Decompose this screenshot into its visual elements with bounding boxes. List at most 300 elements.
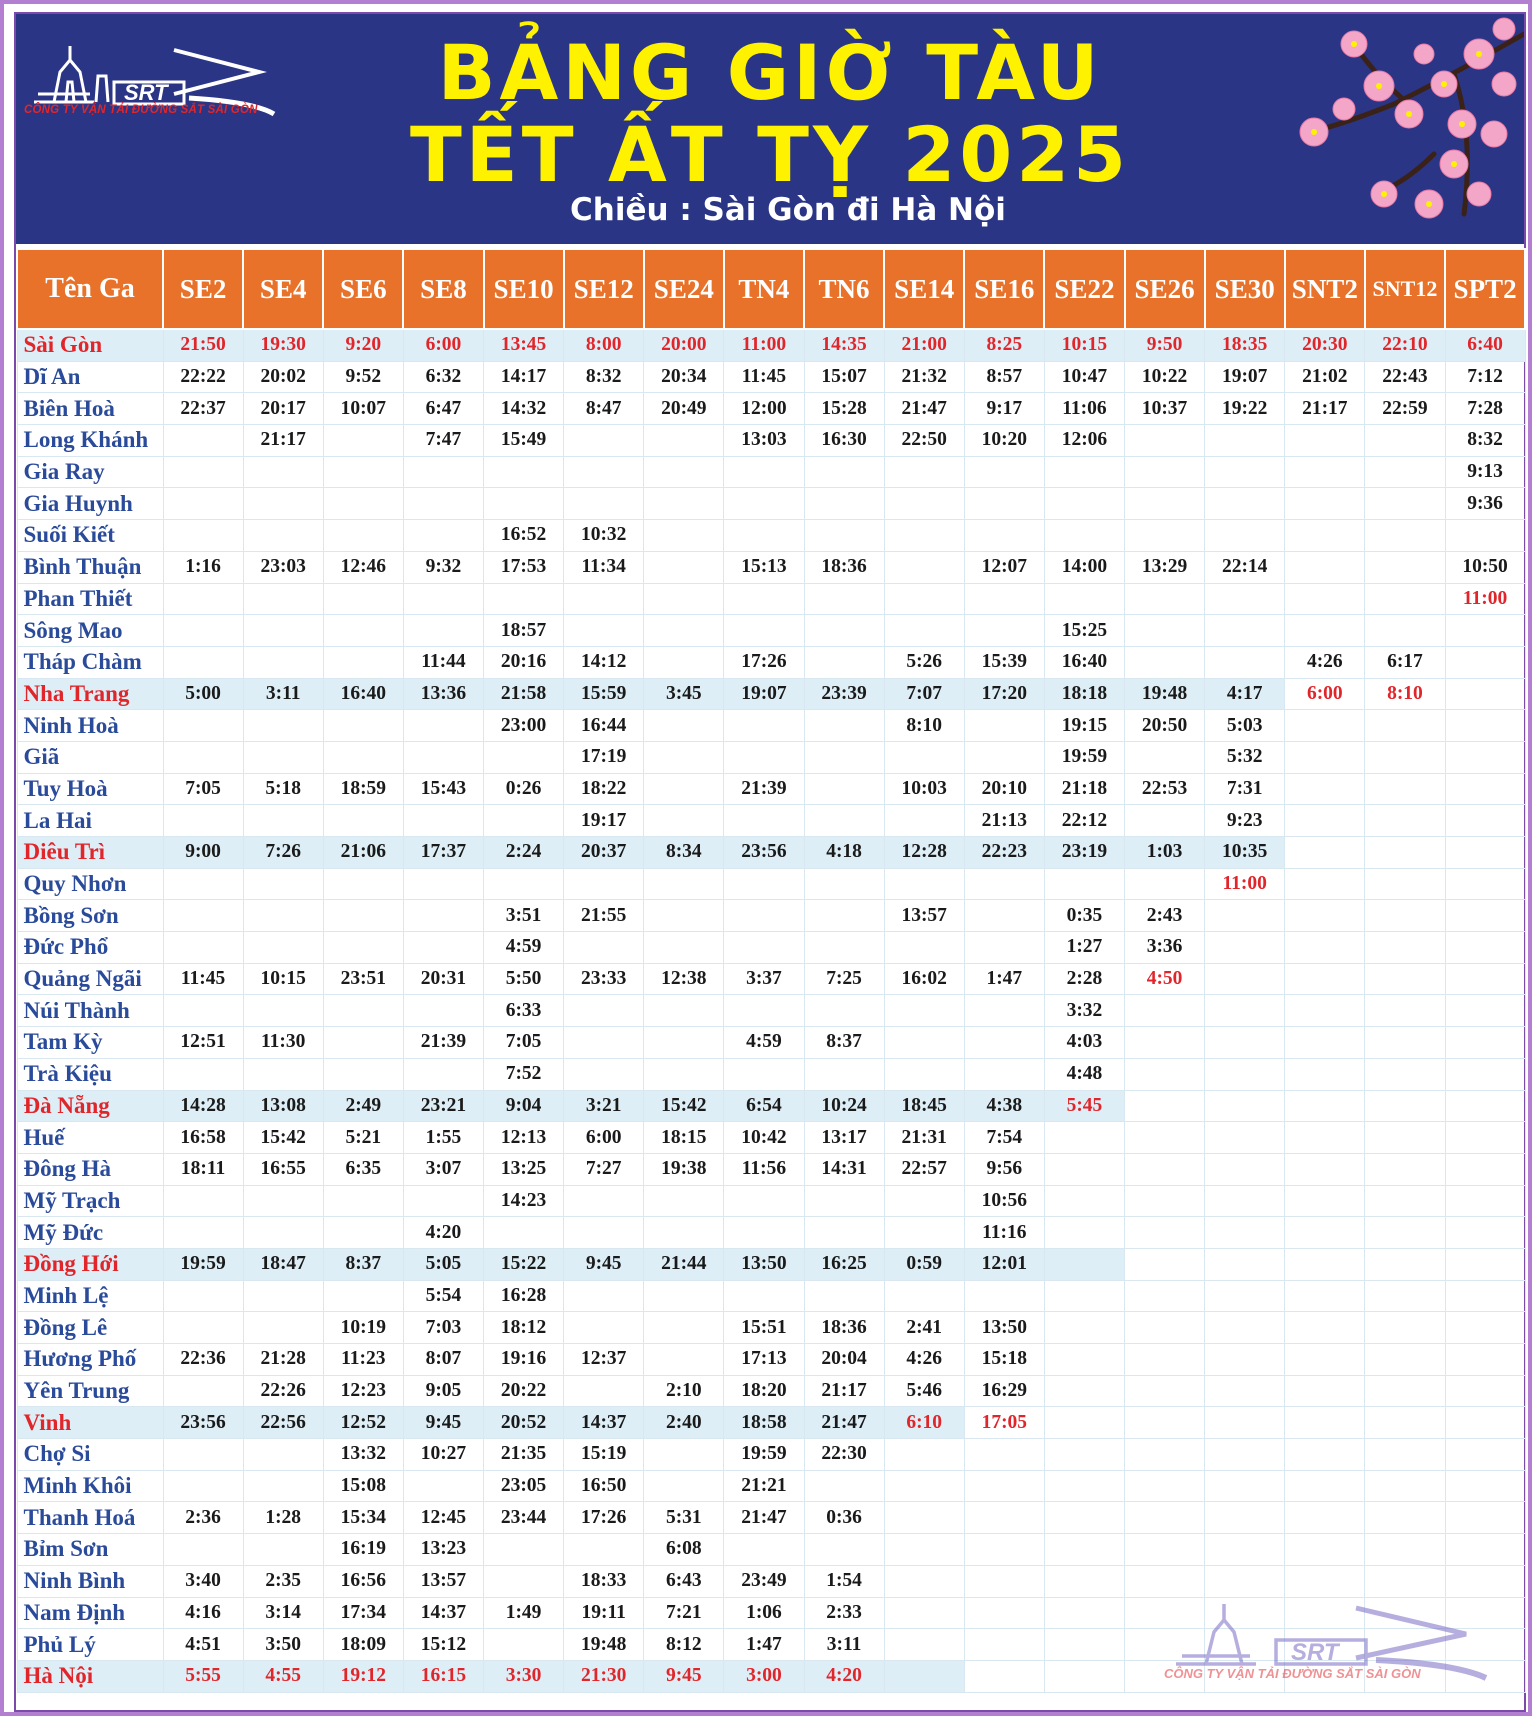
time-cell <box>1445 741 1525 773</box>
time-cell <box>1205 900 1285 932</box>
time-cell: 5:32 <box>1205 741 1285 773</box>
time-cell: 11:44 <box>403 646 483 678</box>
time-cell: 19:59 <box>1044 741 1124 773</box>
time-cell: 13:36 <box>403 678 483 710</box>
time-cell: 16:40 <box>1044 646 1124 678</box>
time-cell: 3:07 <box>403 1153 483 1185</box>
time-cell <box>323 520 403 552</box>
time-cell <box>804 615 884 647</box>
time-cell: 15:19 <box>564 1439 644 1471</box>
station-name: Nam Định <box>17 1597 163 1629</box>
station-name: Gia Huynh <box>17 488 163 520</box>
time-cell: 20:17 <box>243 393 323 425</box>
station-name: Ninh Hoà <box>17 710 163 742</box>
time-cell <box>1044 456 1124 488</box>
time-cell: 9:52 <box>323 361 403 393</box>
time-cell <box>1445 1344 1525 1376</box>
time-cell <box>724 1058 804 1090</box>
time-cell: 11:00 <box>1445 583 1525 615</box>
time-cell <box>1205 1565 1285 1597</box>
time-cell <box>884 1280 964 1312</box>
time-cell <box>644 520 724 552</box>
time-cell <box>644 456 724 488</box>
time-cell <box>323 1185 403 1217</box>
station-name: Sông Mao <box>17 615 163 647</box>
time-cell: 12:13 <box>484 1122 564 1154</box>
timetable <box>16 248 1524 1693</box>
time-cell <box>1125 1502 1205 1534</box>
time-cell: 11:45 <box>724 361 804 393</box>
time-cell <box>163 710 243 742</box>
train-header-spt2: SPT2 <box>1445 249 1525 329</box>
time-cell: 23:56 <box>724 837 804 869</box>
time-cell: 8:37 <box>323 1248 403 1280</box>
time-cell <box>564 456 644 488</box>
time-cell <box>484 805 564 837</box>
time-cell <box>1445 1185 1525 1217</box>
time-cell <box>484 456 564 488</box>
time-cell <box>1445 773 1525 805</box>
time-cell <box>644 615 724 647</box>
time-cell: 14:28 <box>163 1090 243 1122</box>
time-cell: 18:36 <box>804 1312 884 1344</box>
time-cell <box>1285 551 1365 583</box>
station-row <box>17 1565 1525 1597</box>
time-cell <box>1285 1185 1365 1217</box>
time-cell: 6:40 <box>1445 329 1525 361</box>
time-cell <box>1285 773 1365 805</box>
time-cell: 5:50 <box>484 963 564 995</box>
time-cell <box>1285 1344 1365 1376</box>
time-cell: 8:32 <box>564 361 644 393</box>
time-cell: 18:22 <box>564 773 644 805</box>
time-cell <box>243 710 323 742</box>
time-cell: 21:55 <box>564 900 644 932</box>
time-cell <box>644 1280 724 1312</box>
time-cell: 20:10 <box>964 773 1044 805</box>
time-cell <box>403 488 483 520</box>
station-row <box>17 1153 1525 1185</box>
time-cell: 17:26 <box>564 1502 644 1534</box>
time-cell <box>644 1470 724 1502</box>
time-cell: 2:24 <box>484 837 564 869</box>
time-cell: 22:57 <box>884 1153 964 1185</box>
station-name: Hà Nội <box>17 1660 163 1692</box>
time-cell <box>964 1439 1044 1471</box>
time-cell <box>884 1185 964 1217</box>
time-cell <box>724 488 804 520</box>
time-cell: 19:59 <box>724 1439 804 1471</box>
time-cell: 13:25 <box>484 1153 564 1185</box>
time-cell <box>724 900 804 932</box>
time-cell: 1:06 <box>724 1597 804 1629</box>
time-cell <box>1365 1217 1445 1249</box>
time-cell: 15:59 <box>564 678 644 710</box>
time-cell <box>163 1217 243 1249</box>
time-cell: 18:58 <box>724 1407 804 1439</box>
time-cell: 9:20 <box>323 329 403 361</box>
station-name: La Hai <box>17 805 163 837</box>
train-header-snt12: SNT12 <box>1365 249 1445 329</box>
time-cell: 18:09 <box>323 1629 403 1661</box>
time-cell: 8:37 <box>804 1027 884 1059</box>
time-cell: 10:32 <box>564 520 644 552</box>
time-cell <box>403 741 483 773</box>
title-line-2: TẾT ẤT TỴ 2025 <box>409 110 1131 199</box>
station-name: Trà Kiệu <box>17 1058 163 1090</box>
time-cell <box>564 1027 644 1059</box>
time-cell <box>243 1439 323 1471</box>
time-cell <box>1125 1153 1205 1185</box>
time-cell <box>1285 1407 1365 1439</box>
time-cell <box>323 1027 403 1059</box>
time-cell <box>724 583 804 615</box>
time-cell: 19:38 <box>644 1153 724 1185</box>
train-header-se8: SE8 <box>403 249 483 329</box>
time-cell: 21:18 <box>1044 773 1124 805</box>
time-cell <box>323 900 403 932</box>
time-cell <box>1285 932 1365 964</box>
time-cell <box>1125 1217 1205 1249</box>
time-cell: 19:59 <box>163 1248 243 1280</box>
time-cell: 21:47 <box>724 1502 804 1534</box>
timetable-body <box>17 329 1525 1692</box>
time-cell: 9:32 <box>403 551 483 583</box>
time-cell <box>1125 1470 1205 1502</box>
time-cell: 3:37 <box>724 963 804 995</box>
time-cell <box>1125 1027 1205 1059</box>
time-cell: 8:32 <box>1445 425 1525 457</box>
time-cell <box>1445 520 1525 552</box>
time-cell: 13:29 <box>1125 551 1205 583</box>
time-cell <box>323 646 403 678</box>
station-row <box>17 520 1525 552</box>
time-cell: 1:49 <box>484 1597 564 1629</box>
time-cell: 23:00 <box>484 710 564 742</box>
time-cell <box>804 646 884 678</box>
time-cell <box>964 1280 1044 1312</box>
time-cell: 8:57 <box>964 361 1044 393</box>
station-name: Tháp Chàm <box>17 646 163 678</box>
station-name: Diêu Trì <box>17 837 163 869</box>
time-cell: 18:20 <box>724 1375 804 1407</box>
time-cell <box>403 520 483 552</box>
time-cell <box>964 1629 1044 1661</box>
time-cell <box>323 456 403 488</box>
time-cell: 2:33 <box>804 1597 884 1629</box>
time-cell: 7:05 <box>163 773 243 805</box>
time-cell <box>1365 583 1445 615</box>
station-name: Yên Trung <box>17 1375 163 1407</box>
time-cell <box>964 741 1044 773</box>
time-cell <box>724 932 804 964</box>
time-cell <box>1285 1280 1365 1312</box>
time-cell <box>1365 1153 1445 1185</box>
time-cell: 14:12 <box>564 646 644 678</box>
time-cell <box>884 1660 964 1692</box>
time-cell <box>804 488 884 520</box>
time-cell <box>403 805 483 837</box>
time-cell: 20:00 <box>644 329 724 361</box>
time-cell: 14:32 <box>484 393 564 425</box>
logo-text: SRT <box>124 80 168 105</box>
time-cell: 7:54 <box>964 1122 1044 1154</box>
time-cell <box>243 741 323 773</box>
time-cell <box>1125 1280 1205 1312</box>
time-cell <box>804 741 884 773</box>
time-cell <box>1445 1248 1525 1280</box>
time-cell <box>724 868 804 900</box>
time-cell: 15:39 <box>964 646 1044 678</box>
time-cell: 19:16 <box>484 1344 564 1376</box>
time-cell: 6:00 <box>564 1122 644 1154</box>
time-cell <box>1445 678 1525 710</box>
time-cell: 10:15 <box>1044 329 1124 361</box>
time-cell: 13:23 <box>403 1534 483 1566</box>
time-cell <box>1205 583 1285 615</box>
time-cell: 4:26 <box>884 1344 964 1376</box>
station-name: Minh Lệ <box>17 1280 163 1312</box>
time-cell <box>1044 1565 1124 1597</box>
time-cell <box>1205 520 1285 552</box>
time-cell <box>964 1660 1044 1692</box>
time-cell <box>1365 868 1445 900</box>
time-cell: 14:35 <box>804 329 884 361</box>
time-cell <box>884 805 964 837</box>
time-cell: 12:07 <box>964 551 1044 583</box>
time-cell: 14:17 <box>484 361 564 393</box>
time-cell: 10:24 <box>804 1090 884 1122</box>
station-name: Phan Thiết <box>17 583 163 615</box>
time-cell <box>1285 1090 1365 1122</box>
time-cell <box>484 868 564 900</box>
time-cell: 20:31 <box>403 963 483 995</box>
time-cell: 21:39 <box>724 773 804 805</box>
time-cell <box>644 1312 724 1344</box>
station-name: Vinh <box>17 1407 163 1439</box>
time-cell: 19:11 <box>564 1597 644 1629</box>
time-cell <box>884 868 964 900</box>
time-cell <box>1125 1312 1205 1344</box>
time-cell: 18:57 <box>484 615 564 647</box>
time-cell <box>1125 1058 1205 1090</box>
time-cell <box>964 1502 1044 1534</box>
time-cell: 16:30 <box>804 425 884 457</box>
time-cell: 6:43 <box>644 1565 724 1597</box>
time-cell: 21:02 <box>1285 361 1365 393</box>
time-cell <box>1285 805 1365 837</box>
time-cell <box>964 932 1044 964</box>
time-cell <box>323 805 403 837</box>
time-cell <box>1205 1185 1285 1217</box>
time-cell <box>163 425 243 457</box>
station-name: Bình Thuận <box>17 551 163 583</box>
time-cell <box>964 868 1044 900</box>
time-cell <box>1205 1027 1285 1059</box>
time-cell <box>804 1470 884 1502</box>
time-cell: 8:34 <box>644 837 724 869</box>
station-name: Suối Kiết <box>17 520 163 552</box>
time-cell: 7:26 <box>243 837 323 869</box>
time-cell <box>403 710 483 742</box>
time-cell: 1:16 <box>163 551 243 583</box>
station-row <box>17 1185 1525 1217</box>
time-cell: 11:00 <box>1205 868 1285 900</box>
time-cell <box>403 615 483 647</box>
time-cell: 13:50 <box>724 1248 804 1280</box>
time-cell <box>644 773 724 805</box>
time-cell <box>163 1534 243 1566</box>
time-cell: 18:15 <box>644 1122 724 1154</box>
time-cell <box>163 805 243 837</box>
time-cell <box>1365 1248 1445 1280</box>
time-cell: 7:31 <box>1205 773 1285 805</box>
station-row <box>17 583 1525 615</box>
time-cell <box>644 1058 724 1090</box>
time-cell <box>1445 900 1525 932</box>
time-cell <box>964 995 1044 1027</box>
time-cell: 12:23 <box>323 1375 403 1407</box>
time-cell <box>1125 741 1205 773</box>
time-cell <box>1445 1502 1525 1534</box>
time-cell: 20:49 <box>644 393 724 425</box>
time-cell: 22:37 <box>163 393 243 425</box>
time-cell <box>644 900 724 932</box>
time-cell <box>644 1185 724 1217</box>
time-cell: 9:04 <box>484 1090 564 1122</box>
time-cell <box>1445 1534 1525 1566</box>
time-cell <box>1125 1565 1205 1597</box>
time-cell: 23:44 <box>484 1502 564 1534</box>
station-row <box>17 1312 1525 1344</box>
time-cell <box>1365 1058 1445 1090</box>
time-cell: 23:21 <box>403 1090 483 1122</box>
time-cell: 10:20 <box>964 425 1044 457</box>
time-cell <box>644 1027 724 1059</box>
time-cell: 22:23 <box>964 837 1044 869</box>
time-cell <box>1445 710 1525 742</box>
time-cell: 15:22 <box>484 1248 564 1280</box>
time-cell: 0:36 <box>804 1502 884 1534</box>
time-cell: 6:47 <box>403 393 483 425</box>
time-cell <box>644 551 724 583</box>
time-cell <box>644 741 724 773</box>
time-cell <box>163 1470 243 1502</box>
time-cell <box>1205 1502 1285 1534</box>
train-header-se16: SE16 <box>964 249 1044 329</box>
time-cell <box>163 868 243 900</box>
time-cell <box>1205 995 1285 1027</box>
time-cell: 16:50 <box>564 1470 644 1502</box>
time-cell: 17:26 <box>724 646 804 678</box>
time-cell: 1:47 <box>724 1629 804 1661</box>
time-cell: 11:00 <box>724 329 804 361</box>
time-cell <box>1285 1565 1365 1597</box>
time-cell <box>1285 1248 1365 1280</box>
time-cell: 4:18 <box>804 837 884 869</box>
time-cell: 21:31 <box>884 1122 964 1154</box>
time-cell <box>1125 425 1205 457</box>
time-cell <box>1205 1470 1285 1502</box>
time-cell <box>243 1312 323 1344</box>
time-cell: 19:22 <box>1205 393 1285 425</box>
time-cell <box>1044 583 1124 615</box>
time-cell: 9:00 <box>163 837 243 869</box>
station-row <box>17 1375 1525 1407</box>
time-cell: 22:22 <box>163 361 243 393</box>
time-cell <box>484 741 564 773</box>
time-cell: 5:00 <box>163 678 243 710</box>
time-cell: 16:58 <box>163 1122 243 1154</box>
time-cell: 12:28 <box>884 837 964 869</box>
train-header-se10: SE10 <box>484 249 564 329</box>
time-cell <box>163 1058 243 1090</box>
time-cell: 16:19 <box>323 1534 403 1566</box>
time-cell <box>1044 1153 1124 1185</box>
time-cell <box>964 900 1044 932</box>
time-cell <box>1044 1248 1124 1280</box>
time-cell: 1:03 <box>1125 837 1205 869</box>
time-cell: 22:56 <box>243 1407 323 1439</box>
time-cell: 12:45 <box>403 1502 483 1534</box>
time-cell <box>1365 1344 1445 1376</box>
time-cell <box>1365 773 1445 805</box>
station-row <box>17 868 1525 900</box>
time-cell: 19:15 <box>1044 710 1124 742</box>
station-name: Chợ Si <box>17 1439 163 1471</box>
time-cell <box>804 995 884 1027</box>
time-cell: 18:47 <box>243 1248 323 1280</box>
time-cell <box>243 805 323 837</box>
time-cell <box>884 1502 964 1534</box>
station-row <box>17 963 1525 995</box>
time-cell: 21:58 <box>484 678 564 710</box>
time-cell: 15:42 <box>644 1090 724 1122</box>
time-cell: 15:08 <box>323 1470 403 1502</box>
station-row <box>17 1122 1525 1154</box>
time-cell: 2:43 <box>1125 900 1205 932</box>
time-cell: 22:26 <box>243 1375 323 1407</box>
station-row <box>17 1534 1525 1566</box>
time-cell <box>243 900 323 932</box>
time-cell <box>1205 1090 1285 1122</box>
time-cell <box>403 932 483 964</box>
station-name: Giã <box>17 741 163 773</box>
time-cell <box>564 1312 644 1344</box>
time-cell: 10:22 <box>1125 361 1205 393</box>
time-cell <box>1125 1248 1205 1280</box>
station-name: Đức Phổ <box>17 932 163 964</box>
time-cell <box>1205 1058 1285 1090</box>
time-cell: 15:49 <box>484 425 564 457</box>
time-cell: 10:35 <box>1205 837 1285 869</box>
station-row <box>17 1280 1525 1312</box>
station-name: Đà Nẵng <box>17 1090 163 1122</box>
train-header-se2: SE2 <box>163 249 243 329</box>
time-cell <box>564 1375 644 1407</box>
time-cell: 20:02 <box>243 361 323 393</box>
time-cell <box>1205 1344 1285 1376</box>
station-row <box>17 551 1525 583</box>
time-cell <box>1044 1122 1124 1154</box>
time-cell <box>1365 1470 1445 1502</box>
time-cell: 10:50 <box>1445 551 1525 583</box>
time-cell <box>1125 520 1205 552</box>
time-cell: 21:47 <box>804 1407 884 1439</box>
time-cell <box>1365 1439 1445 1471</box>
time-cell <box>1205 615 1285 647</box>
time-cell <box>1285 583 1365 615</box>
